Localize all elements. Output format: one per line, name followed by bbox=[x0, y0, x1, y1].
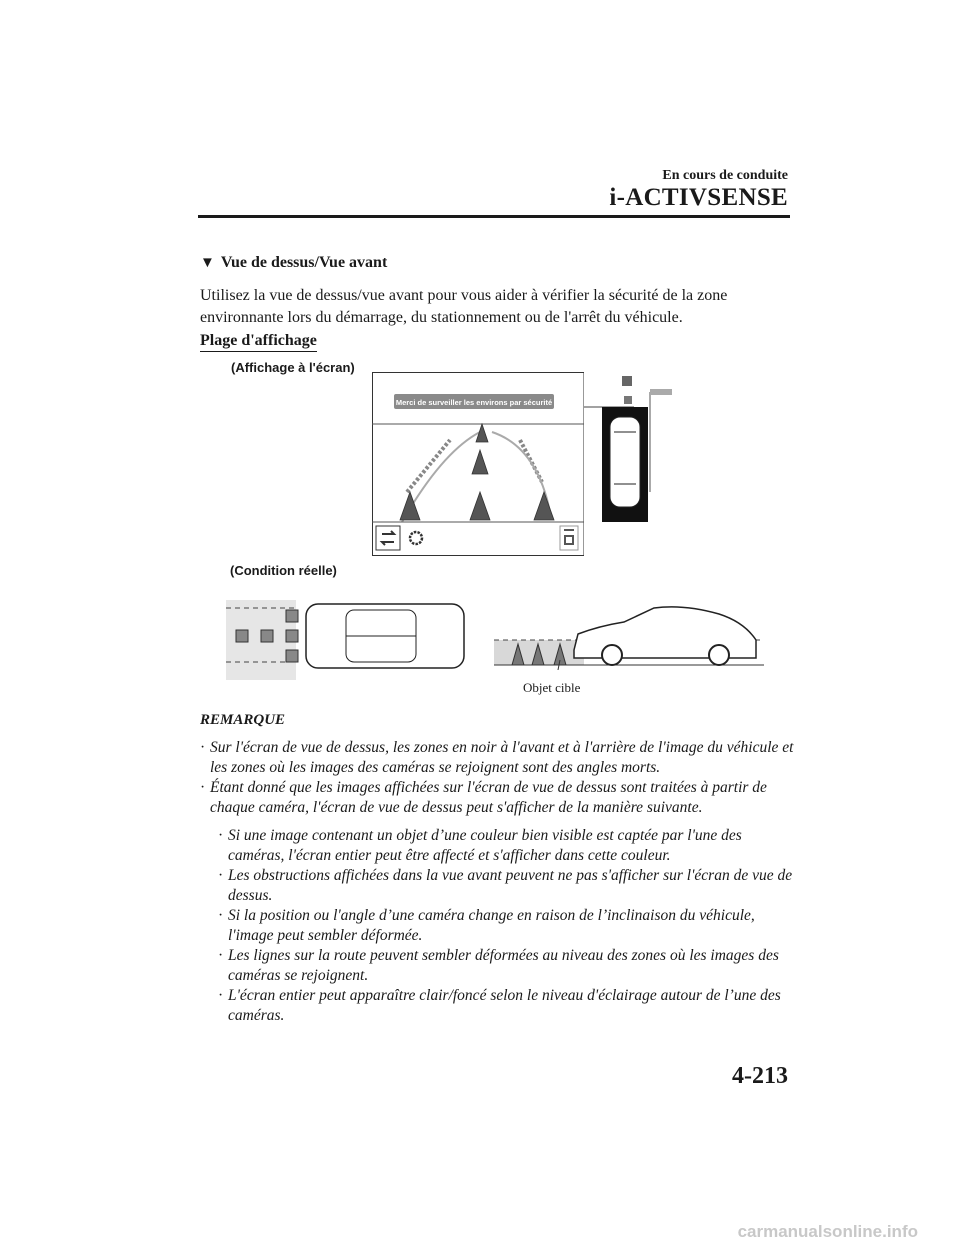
view-switch-button[interactable] bbox=[376, 526, 400, 550]
note-sublist bbox=[218, 826, 800, 1026]
note-subitem: · Les lignes sur la route peuvent sembler déformées au niveau des zones où les images des caméras se rejoignent. bbox=[218, 946, 800, 986]
note-item: · Étant donné que les images affichées sur l'écran de vue de dessus sont traitées à partir de chaque caméra, l'écran de vue de dessus peut s'afficher de la manière suivante. bbox=[200, 778, 800, 818]
note-title: REMARQUE bbox=[200, 712, 286, 728]
caption-screen: (Affichage à l'écran) bbox=[231, 360, 355, 375]
note-list bbox=[200, 738, 800, 1026]
real-condition-side-view bbox=[494, 600, 764, 670]
section-title bbox=[200, 254, 387, 272]
section-title-text: Vue de dessus/Vue avant bbox=[220, 254, 388, 271]
warning-banner-text: Merci de surveiller les environs par sécurité bbox=[395, 398, 553, 407]
target-object-label: Objet cible bbox=[523, 680, 581, 695]
subheading: Plage d'affichage bbox=[200, 332, 317, 352]
triangle-marker-icon: ▼ bbox=[200, 255, 215, 271]
real-condition-top-view bbox=[226, 590, 476, 690]
top-view-car-icon bbox=[610, 417, 640, 507]
note-subitem: · L'écran entier peut apparaître clair/foncé selon le niveau d'éclairage autour de l’une des caméras. bbox=[218, 986, 800, 1026]
page-number: 4-213 bbox=[732, 1063, 788, 1089]
running-header-chapter: i-ACTIVSENSE bbox=[609, 184, 788, 211]
watermark: carmanualsonline.info bbox=[737, 1222, 918, 1241]
running-header-section: En cours de conduite bbox=[662, 168, 788, 183]
note-subitem: · Si une image contenant un objet d’une couleur bien visible est captée par l'une des caméras, l'écran entier peut être affecté et s'afficher dans cette couleur. bbox=[218, 826, 800, 866]
screen-display-illustration bbox=[372, 372, 682, 556]
note-subitem: · Si la position ou l'angle d’une caméra change en raison de l’inclinaison du véhicule, l'image peut sembler déformée. bbox=[218, 906, 800, 946]
intro-paragraph: Utilisez la vue de dessus/vue avant pour vous aider à vérifier la sécurité de la zone environnante lors du démarrage, du stationnement ou de l'arrêt du véhicule. bbox=[200, 287, 728, 326]
note-item: · Sur l'écran de vue de dessus, les zones en noir à l'avant et à l'arrière de l'image du véhicule et les zones où les images des caméras se rejoignent sont des angles morts. bbox=[200, 738, 800, 778]
caption-real: (Condition réelle) bbox=[230, 563, 337, 578]
header-rule bbox=[198, 215, 790, 218]
note-subitem: · Les obstructions affichées dans la vue avant peuvent ne pas s'afficher sur l'écran de vue de dessus. bbox=[218, 866, 800, 906]
